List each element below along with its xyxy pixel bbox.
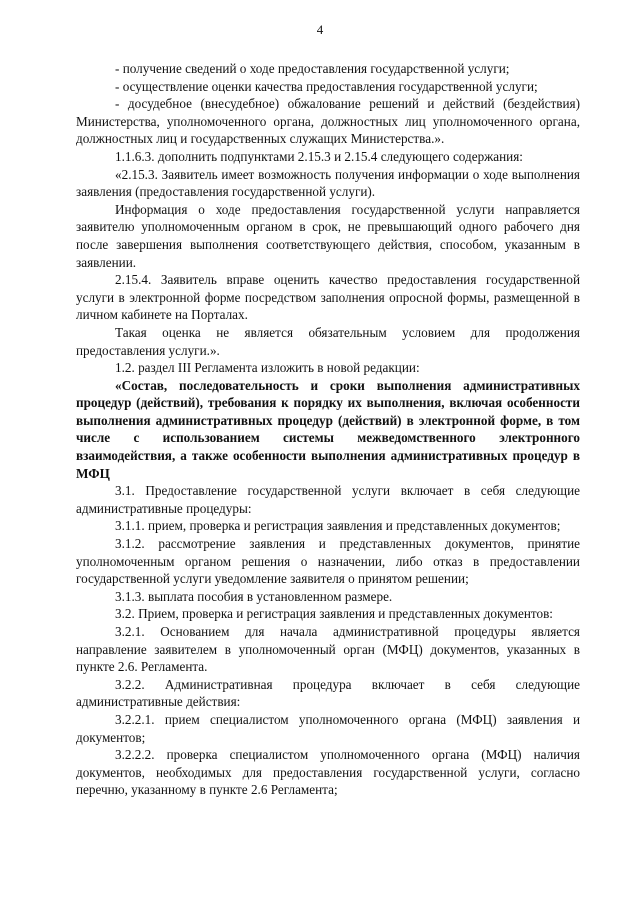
paragraph: - осуществление оценки качества предоставления государственной услуги; xyxy=(115,78,538,94)
paragraph: Информация о ходе предоставления государственной услуги направляется заявителю уполномоченным органом в срок, не превышающий одного рабочего дня после завершения выполнения соответствующего действия, способом, указанным в заявлении. xyxy=(76,201,580,270)
page-number: 4 xyxy=(316,22,324,37)
paragraph: 3.1.1. прием, проверка и регистрация заявления и представленных документов; xyxy=(115,518,561,534)
paragraph: 2.15.4. Заявитель вправе оценить качество предоставления государственной услуги в электронной форме посредством заполнения опросной формы, размещенной в личном кабинете на Порталах. xyxy=(76,272,580,323)
paragraph: 3.2.2.2. проверка специалистом уполномоченного органа (МФЦ) наличия документов, необходимых для предоставления государственной услуги, согласно перечню, указанному в пункте 2.6 Регламента; xyxy=(76,747,580,798)
paragraph: 3.1.3. выплата пособия в установленном размере. xyxy=(115,588,393,604)
section-heading: «Состав, последовательность и сроки выполнения административных процедур (действий), требования к порядку их выполнения, включая особенности выполнения административных процедур (действий) в электронной форме, в том числе с использованием системы межведомственного электронного взаимодействия, а также особенности выполнения административных процедур в МФЦ xyxy=(76,377,580,481)
paragraph: 3.2. Прием, проверка и регистрация заявления и представленных документов: xyxy=(115,606,553,622)
paragraph: 1.2. раздел III Регламента изложить в новой редакции: xyxy=(115,360,420,376)
paragraph: - получение сведений о ходе предоставления государственной услуги; xyxy=(115,61,510,76)
document-body xyxy=(76,60,580,799)
paragraph: Такая оценка не является обязательным условием для продолжения предоставления услуги.». xyxy=(76,324,580,358)
paragraph: - досудебное (внесудебное) обжалование решений и действий (бездействия) Министерства, уполномоченного органа, должностных лиц уполномоченного органа, должностных лиц и государственных служащих Министерства.». xyxy=(76,96,580,147)
paragraph: 3.1.2. рассмотрение заявления и представленных документов, принятие уполномоченным органом решения о назначении, либо отказ в предоставлении государственной услуги уведомление заявителя о принятом решении; xyxy=(76,536,580,587)
paragraph: 1.1.6.3. дополнить подпунктами 2.15.3 и 2.15.4 следующего содержания: xyxy=(115,148,523,164)
paragraph: 3.1. Предоставление государственной услуги включает в себя следующие административные процедуры: xyxy=(76,483,580,516)
paragraph: 3.2.2. Административная процедура включает в себя следующие административные действия: xyxy=(76,676,580,710)
paragraph: 3.2.1. Основанием для начала административной процедуры является направление заявителем в уполномоченный орган (МФЦ) документов, указанных в пункте 2.6. Регламента. xyxy=(76,624,580,675)
paragraph: «2.15.3. Заявитель имеет возможность получения информации о ходе выполнения заявления (предоставления государственной услуги). xyxy=(76,166,580,200)
paragraph: 3.2.2.1. прием специалистом уполномоченного органа (МФЦ) заявления и документов; xyxy=(76,711,580,745)
